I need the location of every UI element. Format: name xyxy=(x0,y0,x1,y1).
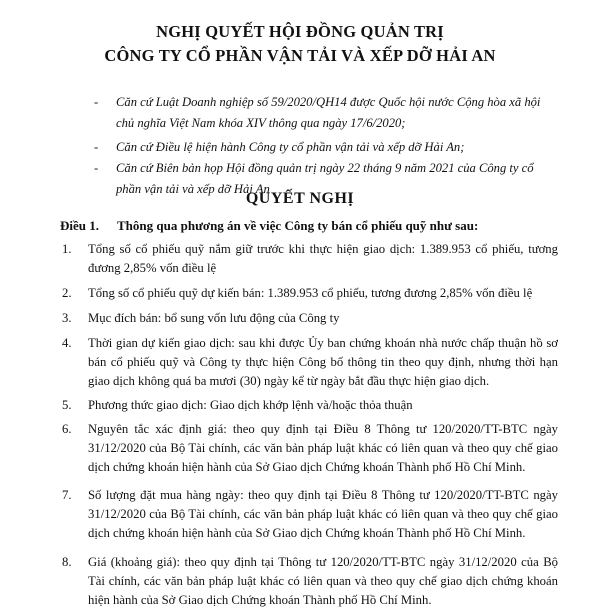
article-number: Điều 1. xyxy=(60,218,99,233)
basis-item xyxy=(94,137,556,158)
item-text: Thời gian dự kiến giao dịch: sau khi được Ủy ban chứng khoán nhà nước chấp thuận hồ sơ bán cổ phiếu quỹ và Công ty thực hiện Công bố thông tin theo quy định, nhưng thời hạn giao dịch không quá ba mươi (30) ngày kể từ ngày bắt đầu thực hiện giao dịch. xyxy=(88,336,558,388)
item-text: Tổng số cổ phiếu quỹ nắm giữ trước khi thực hiện giao dịch: 1.389.953 cổ phiếu, tương đương 2,85% vốn điều lệ xyxy=(88,242,558,275)
list-item xyxy=(62,240,558,278)
resolution-heading: QUYẾT NGHỊ xyxy=(245,190,355,207)
bullet-dash: - xyxy=(94,140,99,154)
list-item xyxy=(62,309,558,328)
basis-item xyxy=(94,92,556,134)
item-text: Số lượng đặt mua hàng ngày: theo quy định tại Điều 8 Thông tư 120/2020/TT-BTC ngày 31/12/2020 của Bộ Tài chính, các văn bản pháp luật khác có liên quan và theo quy chế giao dịch chứng khoán hiện hành của Sở Giao dịch Chứng khoán Thành phố Hồ Chí Minh. xyxy=(88,488,558,540)
item-number: 8. xyxy=(62,555,72,569)
basis-text: Căn cứ Biên bản họp Hội đồng quản trị ngày 22 tháng 9 năm 2021 của Công ty cổ phần vận tải và xếp dỡ Hải An xyxy=(116,161,534,196)
item-number: 7. xyxy=(62,488,72,502)
item-text: Mục đích bán: bổ sung vốn lưu động của Công ty xyxy=(88,311,340,325)
list-item xyxy=(62,334,558,391)
item-text: Tổng số cổ phiếu quỹ dự kiến bán: 1.389.953 cổ phiếu, tương đương 2,85% vốn điều lệ xyxy=(88,286,533,300)
item-text: Nguyên tắc xác định giá: theo quy định tại Điều 8 Thông tư 120/2020/TT-BTC ngày 31/12/2020 của Bộ Tài chính, các văn bản pháp luật khác có liên quan và theo quy chế giao dịch chứng khoán hiện hành của Sở Giao dịch Chứng khoán Thành phố Hồ Chí Minh. xyxy=(88,422,558,474)
item-number: 1. xyxy=(62,242,72,256)
bullet-dash: - xyxy=(94,161,99,175)
item-number: 5. xyxy=(62,398,72,412)
list-item xyxy=(62,420,558,477)
list-item xyxy=(62,396,558,415)
list-item xyxy=(62,486,558,543)
document-title: NGHỊ QUYẾT HỘI ĐỒNG QUẢN TRỊ xyxy=(156,22,444,41)
list-item xyxy=(62,284,558,303)
bullet-dash: - xyxy=(94,95,99,109)
basis-text: Căn cứ Điều lệ hiện hành Công ty cổ phần vận tải và xếp dỡ Hải An; xyxy=(116,140,465,154)
article-heading xyxy=(60,218,580,234)
item-number: 4. xyxy=(62,336,72,350)
article-title: Thông qua phương án về việc Công ty bán cổ phiếu quỹ như sau: xyxy=(117,218,479,233)
company-name: CÔNG TY CỔ PHẦN VẬN TẢI VÀ XẾP DỠ HẢI AN xyxy=(104,46,496,65)
item-number: 3. xyxy=(62,311,72,325)
list-item xyxy=(62,553,558,610)
item-text: Giá (khoảng giá): theo quy định tại Thông tư 120/2020/TT-BTC ngày 31/12/2020 của Bộ Tài chính, các văn bản pháp luật khác có liên quan và theo quy chế giao dịch chứng khoán hiện hành của Sở Giao dịch Chứng khoán Thành phố Hồ Chí Minh. xyxy=(88,555,558,607)
item-number: 6. xyxy=(62,422,72,436)
item-number: 2. xyxy=(62,286,72,300)
item-text: Phương thức giao dịch: Giao dịch khớp lệnh và/hoặc thỏa thuận xyxy=(88,398,413,412)
basis-text: Căn cứ Luật Doanh nghiệp số 59/2020/QH14 được Quốc hội nước Cộng hòa xã hội chủ nghĩa Việt Nam khóa XIV thông qua ngày 17/6/2020; xyxy=(116,95,541,130)
